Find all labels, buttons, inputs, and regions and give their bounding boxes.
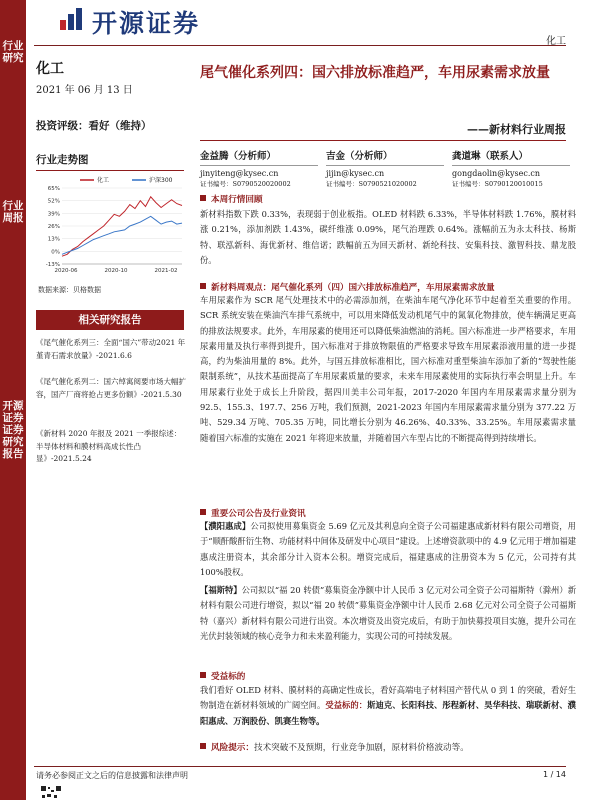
y-tick-label: 13% xyxy=(47,236,60,243)
y-tick-label: 52% xyxy=(47,198,60,205)
section-weekly-view-heading: 新材料周观点：尾气催化系列（四）国六排放标准趋严，车用尿素需求放量 xyxy=(200,281,576,293)
section-beneficiaries-heading: 受益标的 xyxy=(200,670,576,682)
risk-warning: 风险提示：技术突破不及预期，行业竞争加剧，原材料价格波动等。 xyxy=(200,741,576,753)
x-tick-label: 2021-02 xyxy=(154,268,178,274)
section-weekly-review-body: 新材料指数下跌 0.33%，表现弱于创业板指。OLED 材料跌 6.33%，半导体材料跌 1.76%，膜材料涨 0.21%，添加剂跌 1.43%，碳纤维涨 0.09%，尾气治理跌 0.64%。涨幅前五为永太科技、杨斯特、联泓新科、海优新材、维信诺；跌幅前五为回天新材、新纶科技、安集科技、激智科技、鼎龙股份。 xyxy=(200,209,576,265)
analyst-card xyxy=(200,151,330,190)
side-tab-weekly: 行业周报 xyxy=(2,200,24,224)
series-line-csi300 xyxy=(62,216,182,254)
side-tab-industry-research: 行业研究 xyxy=(2,40,24,64)
analyst-cert: 证书编号：S0790520020002 xyxy=(200,180,291,188)
report-subtitle: ——新材料行业周报 xyxy=(467,123,566,136)
industry-trend-chart xyxy=(36,174,186,282)
industry-name: 化工 xyxy=(36,61,64,77)
analyst-name: 龚道琳（联系人） xyxy=(452,151,529,162)
footer-disclaimer: 请务必参阅正文之后的信息披露和法律声明 xyxy=(36,771,188,780)
section-weekly-view-body: 车用尿素作为 SCR 尾气处理技术中的必需添加剂，在柴油车尾气净化环节中起着至关重要的作用。SCR 系统安装在柴油汽车排气系统中，可以用来降低发动机尾气中的氮氧化物排放，使车辆满足更高的排放法规要求。此外，车用尿素的使用还可以降低柴油燃油的消耗。国六标准进一步严格要求，车用尿素用量及执行率得到提升，国六标准对于排放物限值的严格要求导致车用尿素添液用量的进一步提高，约为柴油用量的 8%。此外，与国五排放标准相比，国六标准对重型柴油车添加了新的“驾驶性能限制系统”，从技术基面提高了车用尿素质量的要求，未来车用尿素使用的实际执行率会明显上升。车用尿素行业处于成长上升阶段，据四川美丰公司年报，2017-2020 年国内车用尿素需求量分别为 92.5、155.3、197.7、256 万吨，我们预测，2021-2023 年国内车用尿素需求量分别为 377.22 万吨、529.34 万吨、705.35 万吨，同比增长分别为 46.26%、40.33%、33.25%。车用尿素需求量随着国六标准的实施在 2021 年将迎来放量，并随着国六车型占比的不断提高得到持续增长。 xyxy=(200,295,576,443)
analyst-card xyxy=(326,151,456,190)
related-report-item[interactable]: 《尾气催化系列三：全面“国六”带动2021 年堇青石需求放量》-2021.6.6 xyxy=(36,338,186,360)
report-title: 尾气催化系列四：国六排放标准趋严，车用尿素需求放量 xyxy=(200,65,550,81)
analyst-name: 金益腾（分析师） xyxy=(200,151,277,162)
trend-rule xyxy=(36,170,184,171)
section-news-heading: 重要公司公告及行业资讯 xyxy=(200,507,576,519)
page-number: 1 / 14 xyxy=(542,770,566,779)
analyst-email[interactable]: jinyiteng@kysec.cn xyxy=(200,169,279,178)
related-report-item[interactable]: 《新材料 2020 年报及 2021 一季报综述：半导体材料和膜材料高成长性凸显》-2021.5.24 xyxy=(36,429,182,463)
y-tick-label: -13% xyxy=(45,262,60,268)
header-category: 化工 xyxy=(546,36,566,47)
y-tick-label: 39% xyxy=(47,211,60,218)
news-first: 【福斯特】公司拟以“福 20 转债”募集资金净额中计人民币 3 亿元对公司全资子公司福斯特（滁州）新材料有限公司进行增资，拟以“福 20 转债”募集资金净额中计人民币 2.68 亿元对公司全资子公司福斯特（嘉兴）新材料有限公司进行出资。本次增资及出资完成后，有助于加快募投项目实施，提升公司在光伏封装领域的核心竞争力和未来盈利能力，实现公司的可持续发展。 xyxy=(200,585,576,641)
brand-logo-text: 开源证券 xyxy=(92,9,201,38)
y-tick-label: 0% xyxy=(51,249,60,256)
legend-label: 化工 xyxy=(97,177,110,184)
legend-label: 沪深300 xyxy=(149,177,173,184)
chart-source: 数据来源：贝格数据 xyxy=(38,286,101,294)
investment-rating: 投资评级：看好（维持） xyxy=(36,120,152,132)
header-rule xyxy=(34,45,566,46)
analyst-cert: 证书编号：S0790120010015 xyxy=(452,180,543,188)
qr-code-icon xyxy=(40,785,62,800)
analyst-cert: 证书编号：S0790521020002 xyxy=(326,180,417,188)
section-beneficiaries-body: 我们看好 OLED 材料、膜材料的高确定性成长，看好高端电子材料国产替代从 0 到 1 的突破，看好生物制造在新材料领域的广阔空间。受益标的：斯迪克、长阳科技、彤程新材、昊华科技、瑞联新材、濮阳惠成、万润股份、凯赛生物等。 xyxy=(200,685,576,726)
trend-chart-title: 行业走势图 xyxy=(36,154,89,166)
report-date: 2021 年 06 月 13 日 xyxy=(36,85,133,96)
news-puyang-huicheng: 【濮阳惠成】公司拟使用募集资金 5.69 亿元及其利息向全资子公司福建惠成新材料有限公司增资，用于“顺酐酸酐衍生物、功能材料中间体及研发中心项目”建设。上述增资款项中的 4.9 亿元用于增加福建惠成注册资本，其余部分计入资本公积。增资完成后，福建惠成的注册资本为 5 亿元，公司持有其 100%股权。 xyxy=(200,521,576,577)
related-research-header: 相关研究报告 xyxy=(36,310,184,330)
x-tick-label: 2020-10 xyxy=(104,268,128,274)
x-tick-label: 2020-06 xyxy=(54,268,78,274)
y-tick-label: 26% xyxy=(47,224,60,230)
section-weekly-review-heading: 本周行情回顾 xyxy=(200,193,576,205)
analyst-name: 吉金（分析师） xyxy=(326,151,393,162)
analyst-email[interactable]: gongdaolin@kysec.cn xyxy=(452,169,541,178)
analyst-card xyxy=(452,151,582,190)
y-tick-label: 65% xyxy=(47,186,60,192)
related-report-item[interactable]: 《尾气催化系列二：国六绰寓阅要市场大幅扩容，国产厂商将抢占更多份额》-2021.5.30 xyxy=(36,377,186,399)
footer-rule xyxy=(34,766,566,767)
side-tab-securities-report: 开源证券 证券研究报告 xyxy=(2,400,24,460)
subtitle-rule xyxy=(200,140,566,141)
logo-icon xyxy=(58,6,88,32)
analyst-email[interactable]: jijin@kysec.cn xyxy=(326,169,385,178)
